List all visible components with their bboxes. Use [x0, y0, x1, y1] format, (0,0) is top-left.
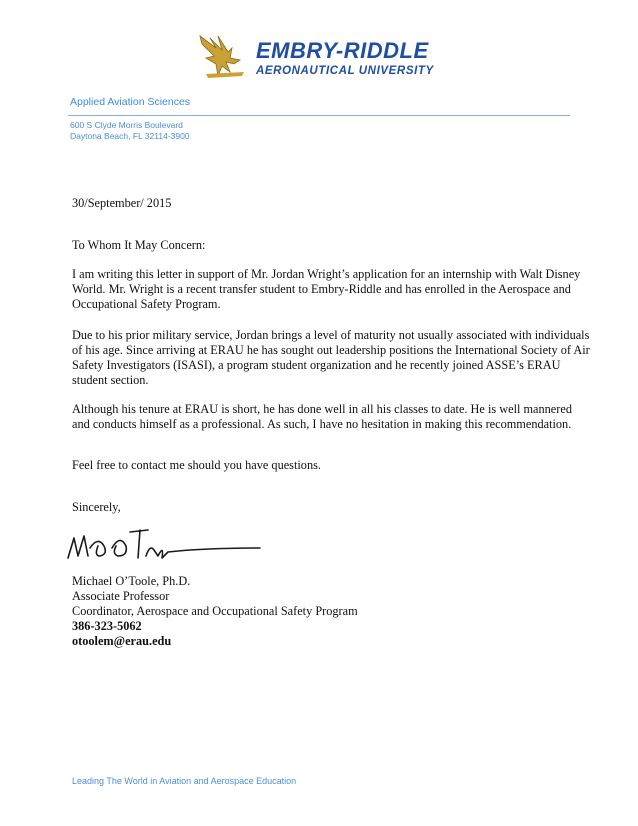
- paragraph-3: Although his tenure at ERAU is short, he has done well in all his classes to date. He is well mannered and conducts himself as a professional. As such, I have no hesitation in making this recommendation.: [72, 402, 572, 431]
- university-subtitle: AERONAUTICAL UNIVERSITY: [256, 65, 434, 77]
- eagle-icon: [196, 30, 252, 82]
- signer-block: [72, 574, 358, 649]
- address-block: [70, 120, 190, 142]
- signer-title: Associate Professor: [72, 589, 170, 603]
- signer-email: otoolem@erau.edu: [72, 634, 172, 648]
- paragraph-1: I am writing this letter in support of Mr. Jordan Wright’s application for an internship with Walt Disney World. Mr. Wright is a recent transfer student to Embry-Riddle and has enrolled in the Aerospace and Occupational Safety Program.: [72, 267, 581, 311]
- letter-date: 30/September/ 2015: [72, 196, 172, 210]
- paragraph-2: Due to his prior military service, Jordan brings a level of maturity not usually associated with individuals of his age. Since arriving at ERAU he has sought out leadership positions the International Society of Air Safety Investigators (ISASI), a program student organization and he recently joined ASSE’s ERAU student section.: [72, 328, 590, 387]
- address-line-1: 600 S Clyde Morris Boulevard: [70, 120, 183, 130]
- salutation: To Whom It May Concern:: [72, 238, 206, 252]
- signer-role: Coordinator, Aerospace and Occupational Safety Program: [72, 604, 358, 618]
- footer-tagline: Leading The World in Aviation and Aerospace Education: [72, 776, 297, 786]
- university-logo: [196, 30, 446, 86]
- paragraph-4: Feel free to contact me should you have questions.: [72, 458, 321, 472]
- closing: Sincerely,: [72, 500, 121, 514]
- signature: [64, 518, 264, 570]
- university-name: EMBRY-RIDDLE: [256, 38, 429, 63]
- address-line-2: Daytona Beach, FL 32114-3900: [70, 131, 190, 141]
- department-name: Applied Aviation Sciences: [70, 96, 191, 108]
- signer-phone: 386-323-5062: [72, 619, 142, 633]
- signer-name: Michael O’Toole, Ph.D.: [72, 574, 191, 588]
- header-divider: [68, 115, 570, 116]
